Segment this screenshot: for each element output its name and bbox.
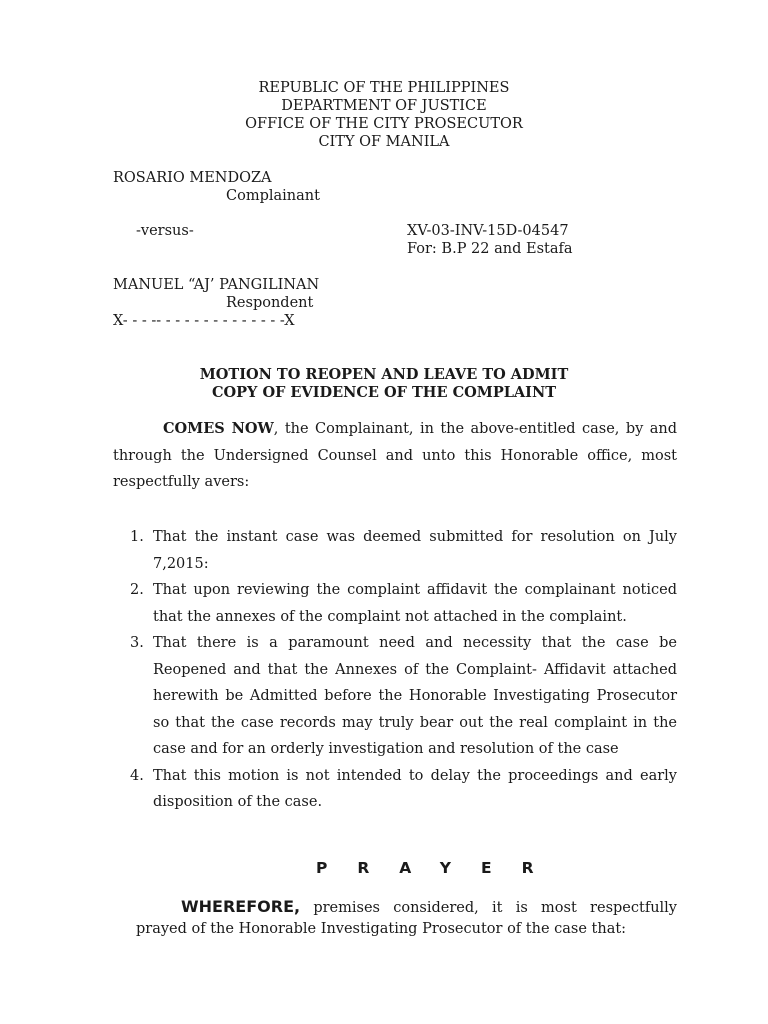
list-item-number: 1. xyxy=(130,529,144,545)
respondent-role: Respondent xyxy=(226,295,314,311)
wherefore-paragraph xyxy=(136,896,677,940)
list-item xyxy=(113,577,677,630)
caption-separator: X- - - -- - - - - - - - - - - - - -X xyxy=(113,313,295,329)
list-item xyxy=(113,524,677,577)
header-department: DEPARTMENT OF JUSTICE xyxy=(281,98,487,114)
wherefore-lead: WHEREFORE, xyxy=(181,897,301,916)
case-for: For: B.P 22 and Estafa xyxy=(407,241,573,257)
list-item-text: That this motion is not intended to delay the proceedings and early disposition of the case. xyxy=(153,767,677,810)
list-item xyxy=(113,763,677,816)
averments-list xyxy=(113,524,677,816)
list-item-text: That there is a paramount need and necessity that the case be Reopened and that the Annexes of the Complaint- Affidavit attached herewith be Admitted before the Honorable Investigating Prosecutor so that the case records may truly bear out the real complaint in the case and for an orderly investigation and resolution of the case xyxy=(153,635,677,757)
intro-paragraph xyxy=(113,416,677,496)
complainant-role: Complainant xyxy=(226,188,320,204)
case-number: XV-03-INV-15D-04547 xyxy=(407,223,569,239)
header-office: OFFICE OF THE CITY PROSECUTOR xyxy=(245,116,523,132)
intro-text: , the Complainant, in the above-entitled case, by and through the Undersigned Counsel and unto this Honorable office, most respectfully avers: xyxy=(113,421,677,490)
list-item-text: That the instant case was deemed submitted for resolution on July 7,2015: xyxy=(153,529,677,572)
list-item-number: 2. xyxy=(130,582,144,598)
list-item-text: That upon reviewing the complaint affidavit the complainant noticed that the annexes of the complaint not attached in the complaint. xyxy=(153,582,677,625)
versus-label: -versus- xyxy=(136,223,194,239)
list-item-number: 3. xyxy=(130,635,144,651)
motion-title-line1: MOTION TO REOPEN AND LEAVE TO ADMIT xyxy=(199,366,569,383)
respondent-name: MANUEL “AJ’ PANGILINAN xyxy=(113,277,320,293)
header-city: CITY OF MANILA xyxy=(318,134,450,150)
motion-title-line2: COPY OF EVIDENCE OF THE COMPLAINT xyxy=(211,384,556,401)
list-item-number: 4. xyxy=(130,767,144,784)
list-item xyxy=(113,630,677,763)
prayer-heading: PRAYER xyxy=(316,859,564,877)
header-republic: REPUBLIC OF THE PHILIPPINES xyxy=(258,80,510,96)
wherefore-text: premises considered, it is most respectfully prayed of the Honorable Investigating Prosecutor of the case that: xyxy=(136,900,677,937)
intro-lead: COMES NOW xyxy=(163,420,274,437)
complainant-name: ROSARIO MENDOZA xyxy=(113,170,272,186)
